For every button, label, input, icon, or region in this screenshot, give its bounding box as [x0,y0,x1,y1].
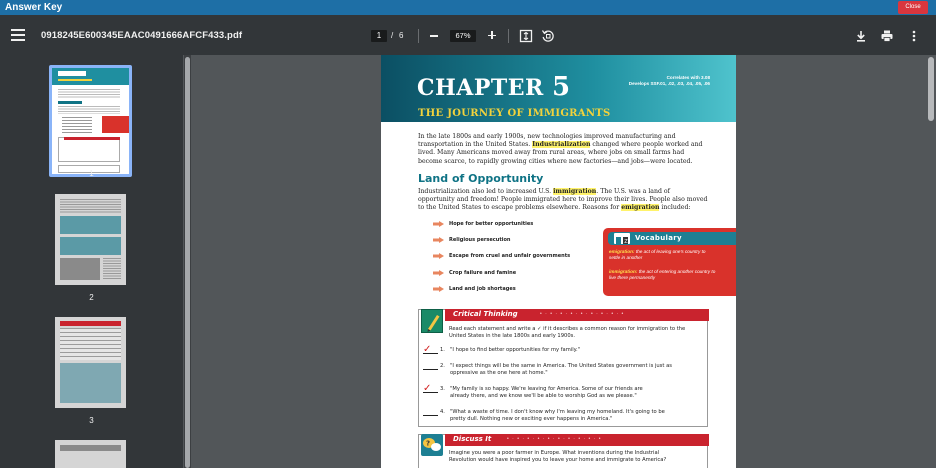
chapter-title [417,72,571,102]
page-thumbnail-4[interactable] [55,440,126,468]
zoom-in-icon[interactable] [486,29,498,41]
correlation-note: Correlates with 3.08 Develops SSF.01, .02, .03, .04, .05, .06 [628,75,710,86]
ct-item-text: "I expect things will be the same in America. The United States government is just as [450,363,672,369]
critical-thinking-title: Critical Thinking [453,310,518,318]
vocabulary-header [608,232,736,245]
zoom-input[interactable]: 67% [450,30,476,42]
arrow-icon [433,221,444,227]
item-number: 2. [440,363,445,369]
ct-instructions: Read each statement and write a ✓ if it describes a common reason for immigration to the United States in the late 1800s and early 1900s. [449,326,686,339]
print-icon[interactable] [880,29,894,43]
highlight-term: emigration [621,204,660,212]
arrow-icon [433,253,444,259]
vocabulary-title: Vocabulary [635,234,682,242]
decorative-dots: • · • · • · • · • · • · • · • · • · • [507,436,602,442]
list-item: Escape from cruel and unfair governments [433,252,603,268]
rotate-icon[interactable] [541,29,555,43]
svg-text:?: ? [426,439,431,448]
discuss-it-text: Imagine you were a poor farmer in Europe. What inventions during the Industrial [449,450,660,456]
book-icon [614,233,630,244]
page-total: 6 [399,31,404,40]
answer-line [423,415,438,416]
list-item: Hope for better opportunities [433,220,603,236]
list-item: Crop failure and famine [433,269,603,285]
thumbnail-label-2: 2 [89,293,94,302]
page-thumbnail-1[interactable] [52,68,129,174]
more-icon[interactable] [907,29,921,43]
chapter-word: CHAPTER [417,75,544,101]
vocab-definition: emigration: the act of leaving one's country to settle in another [609,249,706,260]
arrow-icon [433,237,444,243]
chapter-banner [381,55,736,122]
zoom-out-icon[interactable] [430,35,438,37]
page-number-input[interactable]: 1 [371,30,387,42]
sidebar-scrollbar[interactable] [184,55,191,468]
file-name: 0918245E600345EAAC0491666AFCF433.pdf [41,30,243,41]
ct-item-text: oppressive as the one here at home." [450,370,548,376]
download-icon[interactable] [854,29,868,43]
discuss-it-title: Discuss It [453,435,492,443]
toolbar-divider [418,29,419,43]
critical-thinking-box [418,309,708,427]
ct-item-text: "My family is so happy. We're leaving for America. Some of our friends are [450,386,643,392]
vocabulary-box [603,228,736,296]
discuss-it-text: Revolution would have inspired you to leave your home and immigrate to America? [449,457,667,463]
list-item: Land and job shortages [433,285,603,301]
pencil-icon [421,309,443,333]
ct-item-text: pretty dull. Nothing new or exciting ever happens in America." [450,416,613,422]
discuss-it-box [418,434,708,468]
page-thumbnail-3[interactable] [55,317,126,408]
highlight-term: immigration [553,188,597,195]
answer-line [423,369,438,370]
item-number: 4. [440,409,445,415]
arrow-icon [433,286,444,292]
menu-icon[interactable] [11,29,25,41]
svg-text:Z: Z [624,239,628,245]
thumbnail-label-3: 3 [89,416,94,425]
decorative-dots: • · • · • · • · • · • · • · • · • [540,311,625,317]
thumbnail-label-1: 1 [89,169,94,178]
check-mark: ✓ [423,383,432,394]
chapter-number: 5 [552,72,571,102]
speech-bubble-icon [421,434,443,456]
toolbar-divider [508,29,509,43]
ct-item-text: already there, and we know we'll be able to worship God as we please." [450,393,637,399]
fit-page-icon[interactable] [519,29,533,43]
critical-thinking-header [445,309,709,321]
ct-item-text: "What a waste of time. I don't know why I'm leaving my homeland. It's going to be [450,409,665,415]
item-number: 3. [440,386,445,392]
ct-item-text: "I hope to find better opportunities for my family." [450,347,581,353]
land-paragraph: Industrialization also led to increased U.S. immigration. The U.S. was a land of opportunity and freedom! People immigrated here to improve their lives. People also moved to the United States to escape problems elsewhere. Reasons for emigration included: [418,188,708,212]
vocab-definition: immigration: the act of entering another country to live there permanently [609,269,716,280]
chapter-subtitle: THE JOURNEY OF IMMIGRANTS [418,108,611,119]
reasons-list [433,220,603,301]
check-mark: ✓ [423,344,432,355]
section-heading: Land of Opportunity [418,172,544,185]
page-thumbnail-2[interactable] [55,194,126,285]
document-scrollbar[interactable] [926,55,936,468]
page-separator: / [391,31,394,40]
discuss-it-header [445,434,709,446]
thumbnail-sidebar [0,55,183,468]
modal-titlebar [0,0,936,15]
pdf-toolbar [0,15,936,55]
item-number: 1. [440,347,445,353]
highlight-term: Industrialization [532,141,591,149]
list-item: Religious persecution [433,236,603,252]
intro-paragraph: In the late 1800s and early 1900s, new technologies improved manufacturing and transportation in the United States. Industrialization changed where people worked and lived. Many Americans moved away from rural areas, where jobs on small farms had become scarce, to rapidly growing cities where new factories—and jobs—were located. [418,133,703,165]
close-button[interactable]: Close [898,1,928,14]
arrow-icon [433,270,444,276]
modal-title: Answer Key [5,2,63,13]
pdf-page [381,55,736,468]
